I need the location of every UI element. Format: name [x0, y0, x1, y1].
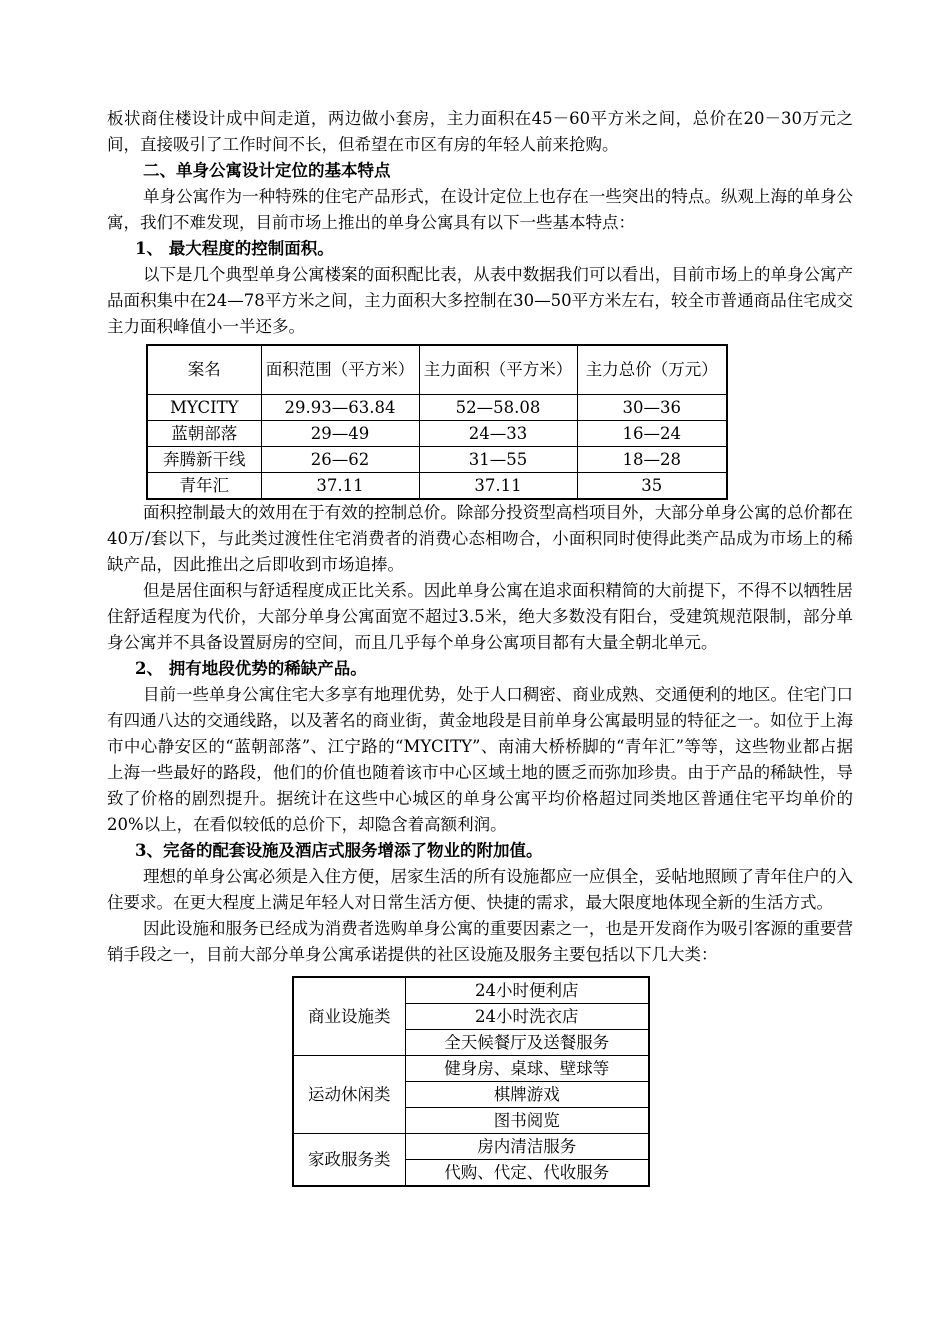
- subheading-2: 2、 拥有地段优势的稀缺产品。: [135, 659, 367, 678]
- paragraph-comfort: 但是居住面积与舒适程度成正比关系。因此单身公寓在追求面积精简的大前提下，不得不以牺牲居住舒适程度为代价，大部分单身公寓面宽不超过3.5米，绝大多数没有阳台，受建筑规范限制，部分单身公寓并不具备设置厨房的空间，而且几乎每个单身公寓项目都有大量全朝北单元。: [107, 581, 853, 652]
- table-row: [293, 977, 649, 1004]
- paragraph-services-intro: 因此设施和服务已经成为消费者选购单身公寓的重要因素之一，也是开发商作为吸引客源的重要营销手段之一，目前大部分单身公寓承诺提供的社区设施及服务主要包括以下几大类：: [107, 919, 853, 964]
- table-cell: 蓝朝部落: [147, 421, 261, 447]
- paragraph-area-intro: 以下是几个典型单身公寓楼案的面积配比表，从表中数据我们可以看出，目前市场上的单身公寓产品面积集中在24—78平方米之间，主力面积大多控制在30—50平方米左右，较全市普通商品住宅成交主力面积峰值小一半还多。: [107, 265, 853, 336]
- service-item: 房内清洁服务: [405, 1134, 649, 1160]
- table-cell: 37.11: [419, 473, 577, 500]
- service-item: 图书阅览: [405, 1108, 649, 1134]
- paragraph-overview: 单身公寓作为一种特殊的住宅产品形式，在设计定位上也存在一些突出的特点。纵观上海的单身公寓，我们不难发现，目前市场上推出的单身公寓具有以下一些基本特点：: [107, 187, 853, 232]
- document-page: [107, 106, 853, 1187]
- service-category: 运动休闲类: [293, 1056, 405, 1134]
- table-cell: 18—28: [577, 447, 727, 473]
- area-table-header: 主力总价（万元）: [577, 345, 727, 395]
- table-cell: 26—62: [261, 447, 419, 473]
- table-row: [293, 1056, 649, 1082]
- area-table-header: 面积范围（平方米）: [261, 345, 419, 395]
- table-row: [147, 447, 727, 473]
- table-row: [147, 395, 727, 421]
- subheading-3: 3、完备的配套设施及酒店式服务增添了物业的附加值。: [135, 841, 543, 860]
- area-table-header: 案名: [147, 345, 261, 395]
- table-cell: MYCITY: [147, 395, 261, 421]
- section-heading-2: 二、单身公寓设计定位的基本特点: [143, 161, 391, 180]
- table-row: [293, 1134, 649, 1160]
- area-table: [146, 344, 728, 500]
- service-item: 棋牌游戏: [405, 1082, 649, 1108]
- paragraph-price-control: 面积控制最大的效用在于有效的控制总价。除部分投资型高档项目外，大部分单身公寓的总价都在40万/套以下，与此类过渡性住宅消费者的消费心态相吻合，小面积同时使得此类产品成为市场上的稀缺产品，因此推出之后即收到市场追捧。: [107, 503, 853, 574]
- table-cell: 青年汇: [147, 473, 261, 500]
- table-cell: 奔腾新干线: [147, 447, 261, 473]
- service-category: 家政服务类: [293, 1134, 405, 1187]
- service-item: 健身房、桌球、壁球等: [405, 1056, 649, 1082]
- paragraph-location: 目前一些单身公寓住宅大多享有地理优势，处于人口稠密、商业成熟、交通便利的地区。住宅门口有四通八达的交通线路，以及著名的商业街，黄金地段是目前单身公寓最明显的特征之一。如位于上海市中心静安区的“蓝朝部落”、江宁路的“MYCITY”、南浦大桥桥脚的“青年汇”等等，这些物业都占据上海一些最好的路段，他们的价值也随着该市中心区域土地的匮乏而弥加珍贵。由于产品的稀缺性，导致了价格的剧烈提升。据统计在这些中心城区的单身公寓平均价格超过同类地区普通住宅平均单价的20%以上，在看似较低的总价下，却隐含着高额利润。: [107, 685, 853, 834]
- subheading-1: 1、 最大程度的控制面积。: [135, 239, 334, 258]
- table-cell: 35: [577, 473, 727, 500]
- service-category: 商业设施类: [293, 977, 405, 1056]
- table-cell: 29.93—63.84: [261, 395, 419, 421]
- table-cell: 52—58.08: [419, 395, 577, 421]
- table-cell: 30—36: [577, 395, 727, 421]
- table-cell: 24—33: [419, 421, 577, 447]
- paragraph-ideal: 理想的单身公寓必须是入住方便，居家生活的所有设施都应一应俱全，妥帖地照顾了青年住户的入住要求。在更大程度上满足年轻人对日常生活方便、快捷的需求，最大限度地体现全新的生活方式。: [107, 867, 853, 912]
- area-table-header: 主力面积（平方米）: [419, 345, 577, 395]
- table-cell: 29—49: [261, 421, 419, 447]
- table-cell: 31—55: [419, 447, 577, 473]
- service-item: 全天候餐厅及送餐服务: [405, 1030, 649, 1056]
- table-cell: 37.11: [261, 473, 419, 500]
- service-item: 24小时便利店: [405, 977, 649, 1004]
- service-item: 代购、代定、代收服务: [405, 1160, 649, 1187]
- area-table-header-row: [147, 345, 727, 395]
- table-cell: 16—24: [577, 421, 727, 447]
- table-row: [147, 421, 727, 447]
- paragraph-intro: 板状商住楼设计成中间走道，两边做小套房，主力面积在45－60平方米之间，总价在20－30万元之间，直接吸引了工作时间不长，但希望在市区有房的年轻人前来抢购。: [107, 109, 853, 154]
- service-item: 24小时洗衣店: [405, 1004, 649, 1030]
- table-row: [147, 473, 727, 500]
- service-table: [292, 976, 650, 1187]
